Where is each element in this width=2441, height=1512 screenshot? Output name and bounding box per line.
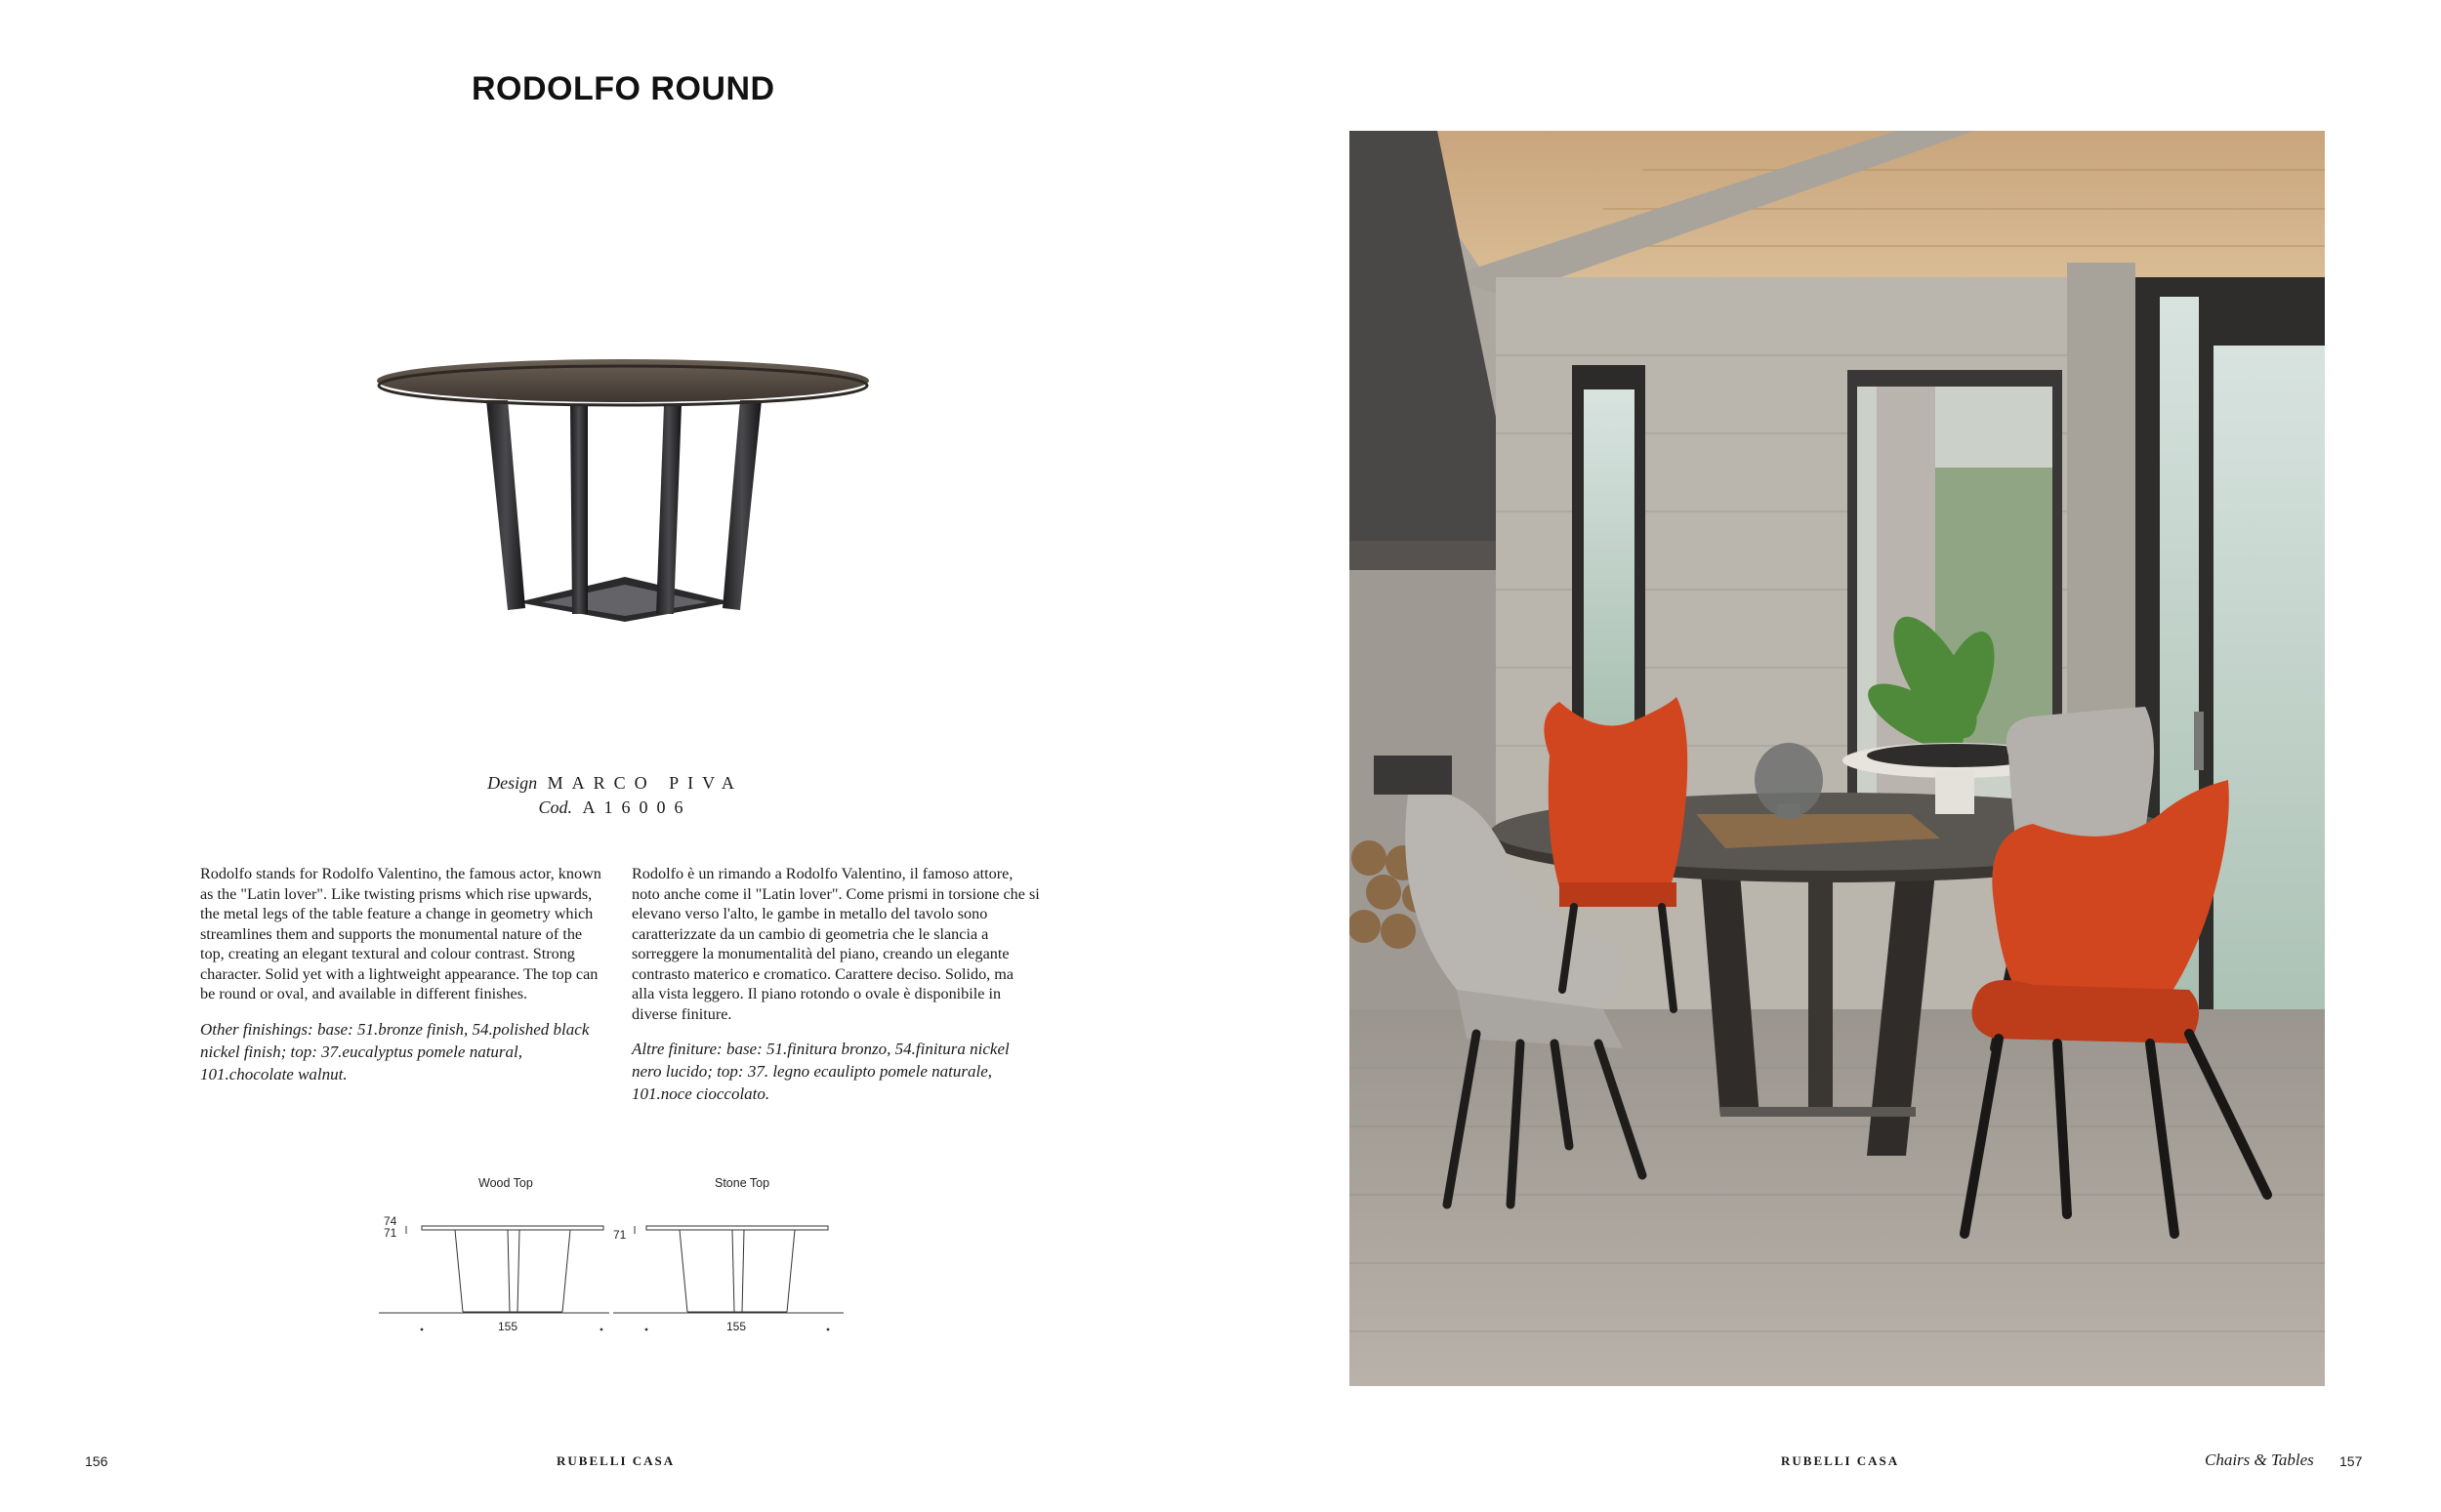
product-code: A16006 <box>582 797 692 817</box>
stone-height-dim: 71 <box>613 1228 627 1242</box>
section-title: Chairs & Tables <box>2205 1451 2314 1469</box>
wood-height-top: 74 <box>384 1214 397 1228</box>
page-title: RODOLFO ROUND <box>472 70 775 107</box>
stone-top-label: Stone Top <box>715 1176 770 1190</box>
description-en-text: Rodolfo stands for Rodolfo Valentino, the famous actor, known as the "Latin lover". Like twisting prisms which rise upwards, the metal legs of the table feature a change in geometry which streamlines them and supports the monumental nature of the top, creating an elegant textural and colour contrast. Strong character. Solid yet with a lightweight appearance. The top can be round or oval, and available in different finishes. <box>200 865 601 1002</box>
stone-width-dim: 155 <box>726 1320 747 1333</box>
designer-name: MARCO PIVA <box>547 773 743 793</box>
table-product-image <box>371 347 879 630</box>
interior-photo <box>1349 131 2325 1386</box>
wood-height-bottom: 71 <box>384 1226 397 1240</box>
brand-footer-right: RUBELLI CASA <box>1781 1453 1900 1468</box>
design-label: Design <box>487 773 538 793</box>
finishings-it-text: Altre finiture: base: 51.finitura bronzo, 54.finitura nickel nero lucido; top: 37. legno ecaulipto pomele naturale, 101.noce cioccolato. <box>632 1040 1010 1103</box>
description-english <box>200 864 608 1085</box>
wood-width-dim: 155 <box>498 1320 518 1333</box>
wood-height-dims <box>384 1215 396 1239</box>
page-number-left: 156 <box>85 1453 108 1469</box>
code-label: Cod. <box>538 797 572 817</box>
page-number-right: 157 <box>2339 1453 2363 1469</box>
brand-footer-left: RUBELLI CASA <box>557 1453 676 1468</box>
description-it-text: Rodolfo è un rimando a Rodolfo Valentino, il famoso attore, noto anche come il "Latin lover". Come prismi in torsione che si elevano verso l'alto, le gambe in metallo del tavolo sono caratterizzate da un cambio di geometria che le slancia a sorreggere la monumentalità del piano, creando un elegante contrasto materico e cromatico. Carattere deciso. Solido, ma alla vista leggero. Il piano rotondo o ovale è disponibile in diverse finiture. <box>632 865 1040 1023</box>
wood-top-label: Wood Top <box>478 1176 533 1190</box>
finishings-en-text: Other finishings: base: 51.bronze finish, 54.polished black nickel finish; top: 37.eucalyptus pomele natural, 101.chocolate walnut. <box>200 1019 590 1083</box>
description-italian <box>632 864 1040 1105</box>
credits-block <box>371 771 859 820</box>
